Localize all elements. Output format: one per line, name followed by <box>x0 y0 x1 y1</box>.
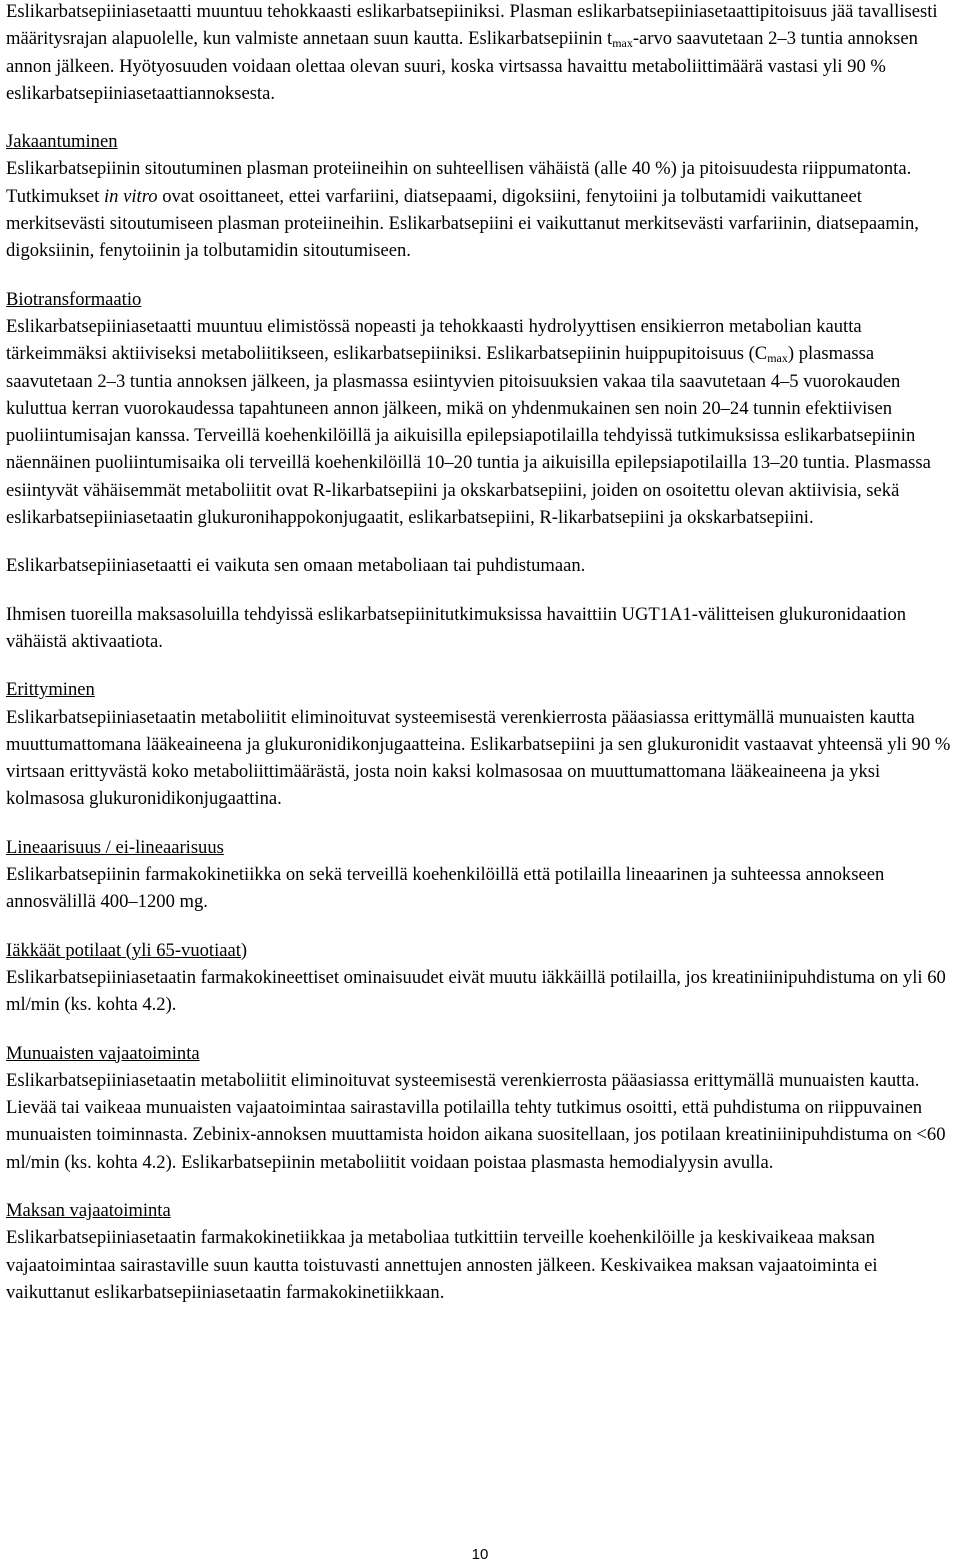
section-heading-renal: Munuaisten vajaatoiminta <box>6 1042 200 1064</box>
section-heading-distribution: Jakaantuminen <box>6 131 118 153</box>
intro-text-part-1: Eslikarbatsepiiniasetaatti muuntuu tehokkaasti eslikarbatsepiiniksi. Plasman eslikarbatsepiiniasetaattipitoisuus jää tavallisesti määritysrajan alapuolelle, kun valmiste annetaan suun kautta. Eslikarbatsepiinin t <box>6 1 938 50</box>
renal-paragraph: Eslikarbatsepiiniasetaatin metaboliitit eliminoituvat systeemisestä verenkierrosta pääasiassa erittymällä munuaisten kautta. Lievää tai vaikeaa munuaisten vajaatoimintaa sairastavilla potilailla tehty tutkimus osoitti, että puhdistuma on riippuvainen munuaisten toiminnasta. Zebinix-annoksen muuttamista hoidon aikana suositellaan, jos potilaan kreatiniinipuhdistuma on <60 ml/min (ks. kohta 4.2). Eslikarbatsepiinin metaboliitit voidaan poistaa plasmasta hemodialyysin avulla. <box>6 1069 946 1173</box>
biotransformation-paragraph-1 <box>6 313 956 531</box>
intro-text-part-2: -arvo saavutetaan 2–3 tuntia annoksen annon jälkeen. Hyötyosuuden voidaan olettaa olevan suuri, koska virtsassa havaittu metaboliittimäärä vastasi yli 90 % eslikarbatsepiiniasetaattiannoksesta. <box>6 28 918 104</box>
intro-paragraph <box>6 0 956 107</box>
page-number: 10 <box>471 1546 489 1563</box>
biotransformation-paragraph-2: Eslikarbatsepiiniasetaatti ei vaikuta sen omaan metaboliaan tai puhdistumaan. <box>6 555 586 577</box>
cmax-subscript: max <box>767 351 788 366</box>
biotransformation-text-part-2: ) plasmassa saavutetaan 2–3 tuntia annoksen jälkeen, ja plasmassa esiintyvien pitoisuuksien vakaa tila saavutetaan 4–5 vuorokauden kuluttua kerran vuorokaudessa tapahtuneen annon jälkeen, mikä on yhdenmukainen sen noin 20–24 tunnin efektiivisen puoliintumisajan kanssa. Terveillä koehenkilöillä ja aikuisilla epilepsiapotilailla tehdyissä tutkimuksissa eslikarbatsepiinin näennäinen puoliintumisaika oli terveillä koehenkilöillä 10–20 tuntia ja aikuisilla epilepsiapotilailla 13–20 tuntia. Plasmassa esiintyvät vähäisemmät metaboliitit ovat R-likarbatsepiini ja okskarbatsepiini, joiden on osoitettu olevan aktiivisia, sekä eslikarbatsepiiniasetaatin glukuronihappokonjugaatit, eslikarbatsepiini, R-likarbatsepiini ja okskarbatsepiini. <box>6 343 931 529</box>
elderly-paragraph: Eslikarbatsepiiniasetaatin farmakokineettiset ominaisuudet eivät muutu iäkkäillä potilailla, jos kreatiniinipuhdistuma on yli 60 ml/min (ks. kohta 4.2). <box>6 966 946 1016</box>
distribution-text-part-2: ovat osoittaneet, ettei varfariini, diatsepaami, digoksiini, fenytoiini ja tolbutamidi vaikuttaneet merkitsevästi sitoutumiseen plasman proteiineihin. Eslikarbatsepiini ei vaikuttanut merkitsevästi varfariinin, diatsepaamin, digoksiinin, fenytoiinin ja tolbutamidin sitoutumiseen. <box>6 185 919 262</box>
section-heading-elderly: Iäkkäät potilaat (yli 65-vuotiaat) <box>6 939 248 961</box>
section-heading-hepatic: Maksan vajaatoiminta <box>6 1199 171 1221</box>
in-vitro-italic: in vitro <box>104 185 158 207</box>
section-heading-biotransformation: Biotransformaatio <box>6 288 142 310</box>
tmax-subscript: max <box>612 36 633 51</box>
distribution-paragraph <box>6 155 956 264</box>
section-heading-elimination: Erittyminen <box>6 679 95 701</box>
section-heading-linearity: Lineaarisuus / ei-lineaarisuus <box>6 836 224 858</box>
biotransformation-paragraph-3: Ihmisen tuoreilla maksasoluilla tehdyissä eslikarbatsepiinitutkimuksissa havaittiin UGT1A1-välitteisen glukuronidaation vähäistä aktivaatiota. <box>6 603 907 652</box>
hepatic-paragraph: Eslikarbatsepiiniasetaatin farmakokinetiikkaa ja metaboliaa tutkittiin terveille koehenkilöille ja keskivaikeaa maksan vajaatoimintaa sairastaville suun kautta toistuvasti annettujen annosten jälkeen. Keskivaikea maksan vajaatoiminta ei vaikuttanut eslikarbatsepiiniasetaatin farmakokinetiikkaan. <box>6 1227 878 1303</box>
distribution-text-part-1: Eslikarbatsepiinin sitoutuminen plasman proteiineihin on suhteellisen vähäistä (alle 40 %) ja pitoisuudesta riippumatonta. Tutkimukset <box>6 158 912 207</box>
document-page <box>6 0 956 1306</box>
elimination-paragraph: Eslikarbatsepiiniasetaatin metaboliitit eliminoituvat systeemisestä verenkierrosta pääasiassa erittymällä munuaisten kautta muuttumattomana lääkeaineena ja glukuronidikonjugaatteina. Eslikarbatsepiini ja sen glukuronidit vastaavat yhteensä yli 90 % virtsaan erittyvästä koko metaboliittimäärästä, josta noin kaksi kolmasosaa on muuttumattomana lääkeaineena ja yksi kolmasosa glukuronidikonjugaattina. <box>6 706 951 810</box>
biotransformation-text-part-1: Eslikarbatsepiiniasetaatti muuntuu elimistössä nopeasti ja tehokkaasti hydrolyyttisen ensikierron metabolian kautta tärkeimmäksi aktiiviseksi metaboliitikseen, eslikarbatsepiiniksi. Eslikarbatsepiinin huippupitoisuus (C <box>6 315 862 365</box>
linearity-paragraph: Eslikarbatsepiinin farmakokinetiikka on sekä terveillä koehenkilöillä että potilailla lineaarinen ja suhteessa annokseen annosvälillä 400–1200 mg. <box>6 864 885 913</box>
